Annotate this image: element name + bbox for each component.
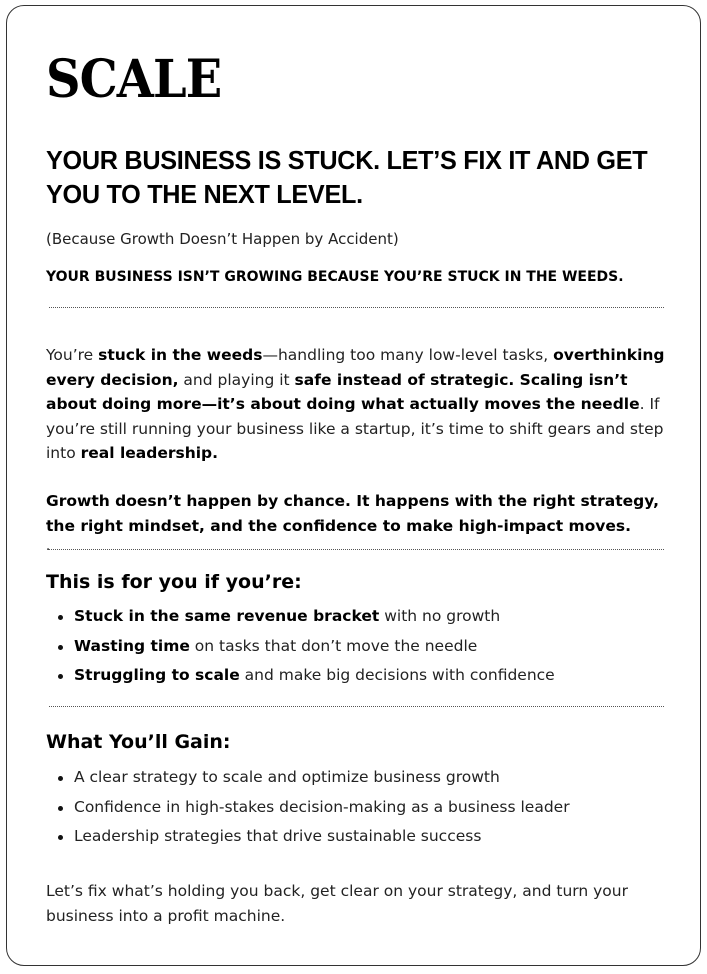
list-item [55,632,555,662]
intro-text-4: and playing it [178,370,295,389]
list-item-bold: Stuck in the same revenue bracket [74,607,380,625]
intro-text-0: You’re [46,346,99,364]
headline: YOUR BUSINESS IS STUCK. LET’S FIX IT AND GET YOU TO THE NEXT LEVEL. [46,145,648,209]
intro-text-1: stuck in the weeds [98,346,263,364]
gain-title: What You’ll Gain: [46,731,231,753]
intro-text-2: —handling too many low-level tasks, [262,346,554,364]
gain-list [55,763,570,852]
subtitle: (Because Growth Doesn’t Happen by Accident) [46,230,399,248]
closing-paragraph: Let’s fix what’s holding you back, get clear on your strategy, and turn your business into a profit machine. [46,882,628,925]
list-item: Leadership strategies that drive sustainable success [55,822,570,852]
list-item [55,602,555,632]
for-you-title: This is for you if you’re: [46,571,302,593]
divider [49,549,664,550]
intro-text-5: safe instead of strategic. Scaling isn’t about doing more—it’s about doing what actually moves the needle [46,370,640,413]
list-item-text: and make big decisions with confidence [239,666,555,684]
growth-text: Growth doesn’t happen by chance. It happens with the right strategy, the right mindset, and the confidence to make high-impact moves. [46,492,659,535]
list-item-text: with no growth [379,607,501,625]
intro-text-6: . If you’re still running your business like a startup, it’s time to shift gears and step into [46,395,664,462]
intro-paragraph [46,343,666,466]
list-item-bold: Wasting time [74,636,190,655]
list-item-bold: Struggling to scale [74,666,240,684]
stuck-line: YOUR BUSINESS ISN’T GROWING BECAUSE YOU’RE STUCK IN THE WEEDS. [46,269,624,285]
list-item-text: on tasks that don’t move the needle [189,636,478,655]
divider [49,706,664,707]
list-item: A clear strategy to scale and optimize business growth [55,763,570,793]
intro-text-7: real leadership. [80,444,219,462]
intro-text-3: overthinking every decision, [46,346,665,389]
stray-mark: . [46,539,51,554]
for-you-list [55,602,555,691]
list-item: Confidence in high-stakes decision-making as a business leader [55,793,570,823]
divider [49,307,664,308]
list-item [55,661,555,691]
brand-logo: SCALE [46,49,222,110]
page-card [6,5,701,966]
growth-paragraph [46,489,666,538]
